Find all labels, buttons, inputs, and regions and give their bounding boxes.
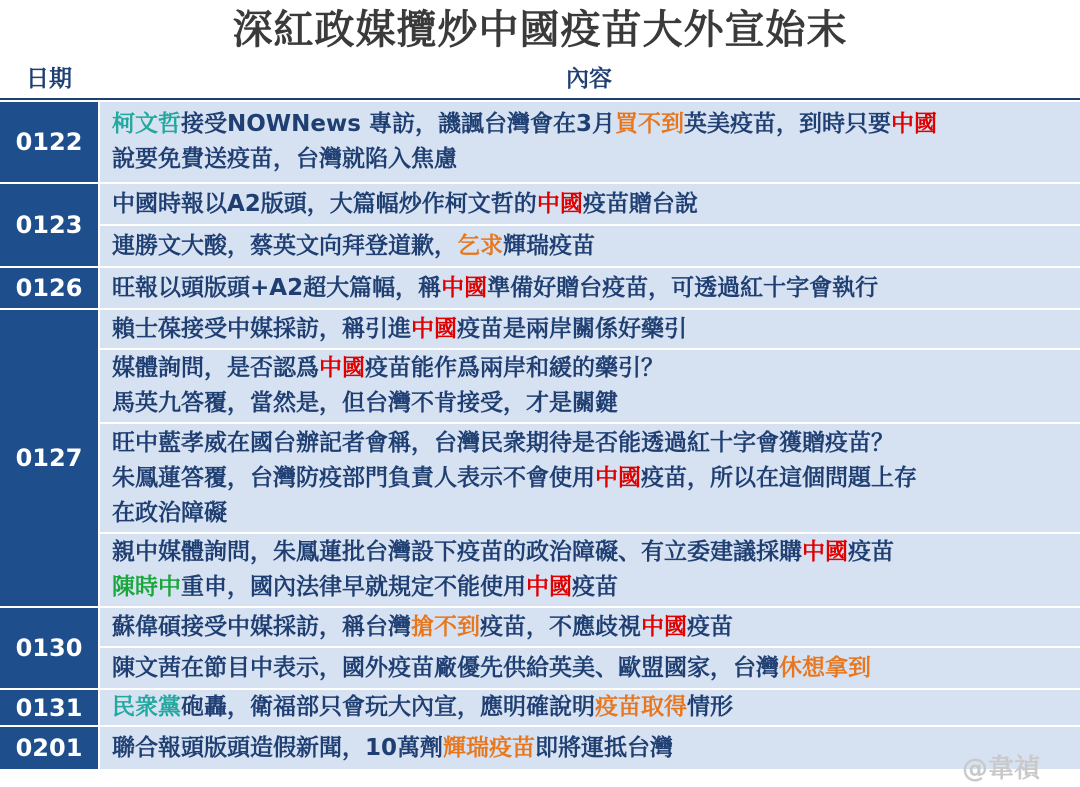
content-rows [98,608,1080,688]
highlight-text: 中國 [526,574,572,600]
row-text-line [112,426,1072,461]
row-text: 疫苗 [572,574,618,600]
table-row [98,184,1080,224]
date-cell: 0122 [0,102,98,182]
highlight-text: 中國 [595,464,641,491]
row-text: 情形 [687,694,733,720]
timeline-table [0,100,1080,769]
row-text-line [112,312,1072,347]
date-group [0,308,1080,606]
table-row [98,348,1080,422]
row-text: 疫苗，不應歧視 [480,613,641,640]
row-text-line [112,690,1072,725]
table-row [98,646,1080,688]
highlight-text: 買不到 [614,111,684,137]
row-text: 疫苗能作爲兩岸和緩的藥引？ [365,355,664,381]
highlight-text: 休想拿到 [779,654,871,681]
row-text: 說要免費送疫苗，台灣就陷入焦慮 [112,146,457,172]
row-text: 蘇偉碩接受中媒採訪，稱台灣 [112,613,411,640]
date-group [0,606,1080,688]
content-column-header: 內容 [566,66,612,92]
row-text-line [112,610,1072,645]
row-text: 連勝文大酸，蔡英文向拜登道歉， [112,232,457,259]
date-group [0,725,1080,769]
date-column-header: 日期 [26,66,72,92]
table-header [0,60,1080,100]
row-text-line [112,107,1072,142]
content-rows [98,310,1080,606]
highlight-text: 柯文哲 [112,111,181,137]
table-row [98,690,1080,725]
table-row [98,727,1080,769]
author-watermark: @韋禎 [961,754,1040,784]
date-cell: 0127 [0,310,98,606]
date-cell: 0123 [0,184,98,266]
page-title: 深紅政媒攬炒中國疫苗大外宣始末 [232,7,848,53]
date-cell: 0201 [0,727,98,769]
row-text: 朱鳳蓮答覆，台灣防疫部門負責人表示不會使用 [112,464,595,491]
highlight-text: 輝瑞疫苗 [443,734,536,761]
row-text: 媒體詢問，是否認爲 [112,355,319,381]
row-text-line [112,461,1072,496]
highlight-text: 乞求 [457,232,503,259]
highlight-text: 搶不到 [411,613,480,640]
row-text: 砲轟，衛福部只會玩大內宣，應明確說明 [181,694,595,720]
table-row [98,224,1080,266]
row-text-line [112,142,1072,177]
highlight-text: 中國 [441,274,488,301]
date-cell: 0131 [0,690,98,725]
date-group [0,100,1080,182]
row-text-line [112,651,1072,686]
content-rows [98,102,1080,182]
row-text: 準備好贈台疫苗，可透過紅十字會執行 [487,274,879,301]
date-cell: 0130 [0,608,98,688]
row-text: 疫苗是兩岸關係好藥引 [457,315,687,342]
row-text-line [112,570,1072,605]
content-rows [98,268,1080,308]
row-text-line [112,187,1072,222]
highlight-text: 中國 [319,355,365,381]
content-rows [98,184,1080,266]
highlight-text: 民衆黨 [112,694,181,720]
highlight-text: 中國 [536,190,583,217]
row-text: 重申，國內法律早就規定不能使用 [181,574,526,600]
row-text: 疫苗 [687,613,733,640]
row-text: 旺報以頭版頭+A2超大篇幅，稱 [112,274,442,301]
row-text: 親中媒體詢問，朱鳳蓮批台灣設下疫苗的政治障礙、有立委建議採購 [112,539,802,565]
highlight-text: 中國 [890,111,937,137]
row-text: 輝瑞疫苗 [503,232,595,259]
date-group [0,182,1080,266]
row-text-line [112,351,1072,386]
table-row [98,422,1080,532]
highlight-text: 中國 [641,613,687,640]
row-text-line [112,271,1072,306]
table-row [98,268,1080,308]
row-text: 馬英九答覆，當然是，但台灣不肯接受，才是關鍵 [112,390,618,416]
row-text: 陳文茜在節目中表示，國外疫苗廠優先供給英美、歐盟國家，台灣 [112,654,779,681]
row-text: 中國時報以A2版頭，大篇幅炒作柯文哲的 [112,190,537,217]
row-text: 疫苗贈台說 [582,190,698,217]
row-text: 英美疫苗，到時只要 [683,111,891,137]
row-text-line [112,731,1072,766]
highlight-text: 中國 [802,539,848,565]
table-row [98,608,1080,646]
table-row [98,102,1080,182]
highlight-text: 中國 [411,315,457,342]
table-row [98,310,1080,348]
row-text: 疫苗 [848,539,894,565]
highlight-text: 疫苗取得 [595,694,687,720]
date-cell: 0126 [0,268,98,308]
highlight-text: 陳時中 [112,574,181,600]
row-text: 旺中藍孝威在國台辦記者會稱，台灣民衆期待是否能透過紅十字會獲贈疫苗？ [112,429,894,456]
row-text: 賴士葆接受中媒採訪，稱引進 [112,315,411,342]
row-text: 在政治障礙 [112,499,227,526]
date-group [0,266,1080,308]
row-text-line [112,386,1072,421]
content-rows [98,690,1080,725]
row-text-line [112,229,1072,264]
table-row [98,532,1080,606]
row-text: 接受NOWNews 專訪，譏諷台灣會在3月 [181,111,615,137]
row-text: 疫苗，所以在這個問題上存 [641,464,917,491]
row-text: 聯合報頭版頭造假新聞，10萬劑 [112,734,444,761]
content-rows [98,727,1080,769]
row-text-line [112,535,1072,570]
row-text-line [112,496,1072,531]
date-group [0,688,1080,725]
row-text: 即將運抵台灣 [535,734,674,761]
